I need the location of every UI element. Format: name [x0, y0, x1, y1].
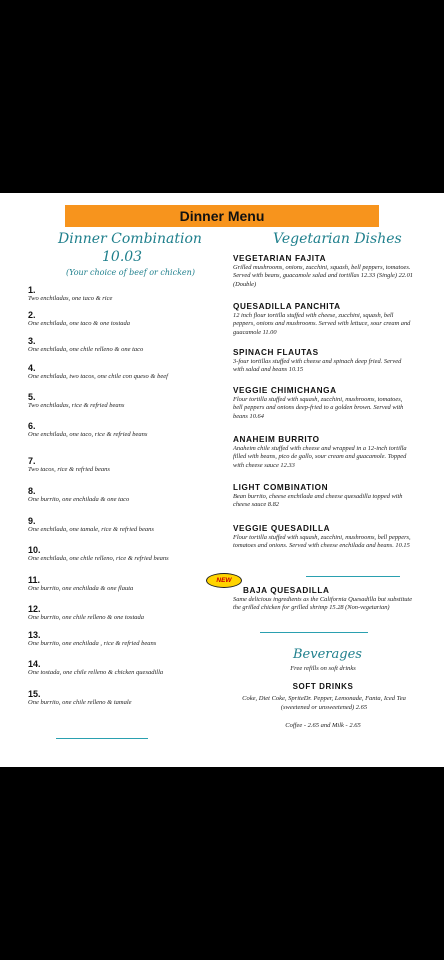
combo-desc: One burrito, one enchilada , rice & refried beans	[28, 640, 157, 647]
combo-item	[28, 689, 228, 707]
combo-item	[28, 363, 228, 381]
dish-item	[233, 483, 413, 510]
combo-item	[28, 336, 228, 354]
combo-desc: One enchilada, one tamale, rice & refried beans	[28, 526, 154, 533]
combo-number: 5.	[28, 392, 36, 402]
dish-desc: Bean burrito, cheese enchilada and cheese quesadilla topped with cheese sauce 8.82	[233, 493, 403, 509]
combo-number: 6.	[28, 421, 36, 431]
combo-number: 7.	[28, 456, 36, 466]
dish-item	[233, 586, 413, 613]
combo-item	[28, 604, 228, 622]
combo-number: 10.	[28, 545, 41, 555]
beverages-subtitle: Free refills on soft drinks	[290, 665, 356, 672]
combo-desc: One burrito, one chile relleno & tamale	[28, 699, 132, 706]
combo-desc: One enchilada, one chile relleno & one taco	[28, 346, 144, 353]
menu-banner: Dinner Menu	[65, 205, 379, 227]
dish-item	[233, 302, 413, 337]
dish-name: SPINACH FLAUTAS	[233, 348, 319, 357]
beverages-title: Beverages	[293, 647, 362, 662]
dish-item	[233, 524, 413, 551]
dish-item	[233, 435, 413, 470]
dish-desc: Anaheim chile stuffed with cheese and wrapped in a 12-inch tortilla filled with beans, pico de gallo, sour cream and guacamole. Topped with cheese sauce 12.33	[233, 445, 407, 469]
combo-item	[28, 456, 228, 474]
soft-drinks-title: SOFT DRINKS	[292, 682, 354, 691]
combo-price: 10.03	[102, 249, 143, 265]
combo-item	[28, 659, 228, 677]
veg-title: Vegetarian Dishes	[273, 231, 402, 247]
combo-number: 3.	[28, 336, 36, 346]
combo-item	[28, 575, 228, 593]
menu-page	[0, 193, 444, 767]
dish-item	[233, 386, 413, 421]
combo-number: 11.	[28, 575, 41, 585]
divider	[56, 738, 148, 739]
dish-name: ANAHEIM BURRITO	[233, 435, 320, 444]
dish-name: VEGGIE CHIMICHANGA	[233, 386, 337, 395]
combo-number: 14.	[28, 659, 41, 669]
combo-desc: One enchilada, one taco, rice & refried beans	[28, 431, 148, 438]
dish-item	[233, 254, 413, 289]
combo-number: 2.	[28, 310, 36, 320]
dish-desc: Flour tortilla stuffed with squash, zucchini, mushrooms, tomatoes, bell peppers and onions deep-fried to a golden brown. Served with beans 10.64	[233, 396, 404, 420]
combo-number: 9.	[28, 516, 36, 526]
combo-desc: One tostada, one chile relleno & chicken quesadilla	[28, 669, 164, 676]
combo-desc: One enchilada, one chile relleno, rice & refried beans	[28, 555, 169, 562]
dish-item	[233, 348, 413, 375]
combo-item	[28, 516, 228, 534]
combo-desc: One burrito, one chile relleno & one tostada	[28, 614, 145, 621]
combo-item	[28, 285, 228, 303]
combo-desc: One enchilada, two tacos, one chile con queso & beef	[28, 373, 168, 380]
dish-name: QUESADILLA PANCHITA	[233, 302, 341, 311]
combo-number: 4.	[28, 363, 36, 373]
combo-subtitle: (Your choice of beef or chicken)	[66, 268, 195, 277]
combo-item	[28, 630, 228, 648]
combo-desc: Two enchiladas, one taco & rice	[28, 295, 113, 302]
combo-number: 12.	[28, 604, 41, 614]
dish-desc: 3-four tortillas stuffed with cheese and spinach deep fried. Served with salad and beans 10.15	[233, 358, 402, 374]
divider	[260, 632, 368, 633]
combo-item	[28, 310, 228, 328]
combo-desc: Two tacos, rice & refried beans	[28, 466, 110, 473]
dish-name: LIGHT COMBINATION	[233, 483, 329, 492]
combo-number: 8.	[28, 486, 36, 496]
new-badge: NEW	[206, 573, 242, 588]
dish-desc: Same delicious ingredients as the California Quesadilla but substitute the grilled chicken for grilled shrimp 15.28 (Non-vegetarian)	[233, 596, 413, 612]
combo-number: 1.	[28, 285, 36, 295]
dish-desc: 12 inch flour tortilla stuffed with cheese, zucchini, squash, bell peppers, onions and mushrooms. Served with lettuce, sour cream and guacamole 11.00	[233, 312, 411, 336]
divider	[306, 576, 400, 577]
other-beverages: Coffee - 2.65 and Milk - 2.65	[285, 722, 361, 729]
dish-desc: Flour tortilla stuffed with squash, zucchini, mushrooms, bell peppers, tomatoes and onions. Served with cheese enchilada and beans. 10.15	[233, 534, 411, 550]
dish-name: VEGGIE QUESADILLA	[233, 524, 331, 533]
combo-desc: One burrito, one enchilada & one taco	[28, 496, 130, 503]
combo-number: 15.	[28, 689, 41, 699]
combo-number: 13.	[28, 630, 41, 640]
combo-item	[28, 421, 228, 439]
dish-name: BAJA QUESADILLA	[243, 586, 330, 595]
combo-title: Dinner Combination	[58, 231, 202, 247]
combo-desc: One burrito, one enchilada & one flauta	[28, 585, 134, 592]
combo-item	[28, 545, 228, 563]
soft-drinks-list: Coke, Diet Coke, SpriteDr. Pepper, Lemonade, Fanta, Iced Tea (sweetened or unsweetened) 2.65	[242, 695, 406, 711]
combo-item	[28, 486, 228, 504]
combo-item	[28, 392, 228, 410]
dish-desc: Grilled mushrooms, onions, zucchini, squash, bell peppers, tomatoes. Served with beans, guacamole salad and tortillas 12.33 (Single) 22.01 (Double)	[233, 264, 413, 288]
dish-name: VEGETARIAN FAJITA	[233, 254, 327, 263]
combo-desc: Two enchiladas, rice & refried beans	[28, 402, 125, 409]
combo-desc: One enchilada, one taco & one tostada	[28, 320, 130, 327]
